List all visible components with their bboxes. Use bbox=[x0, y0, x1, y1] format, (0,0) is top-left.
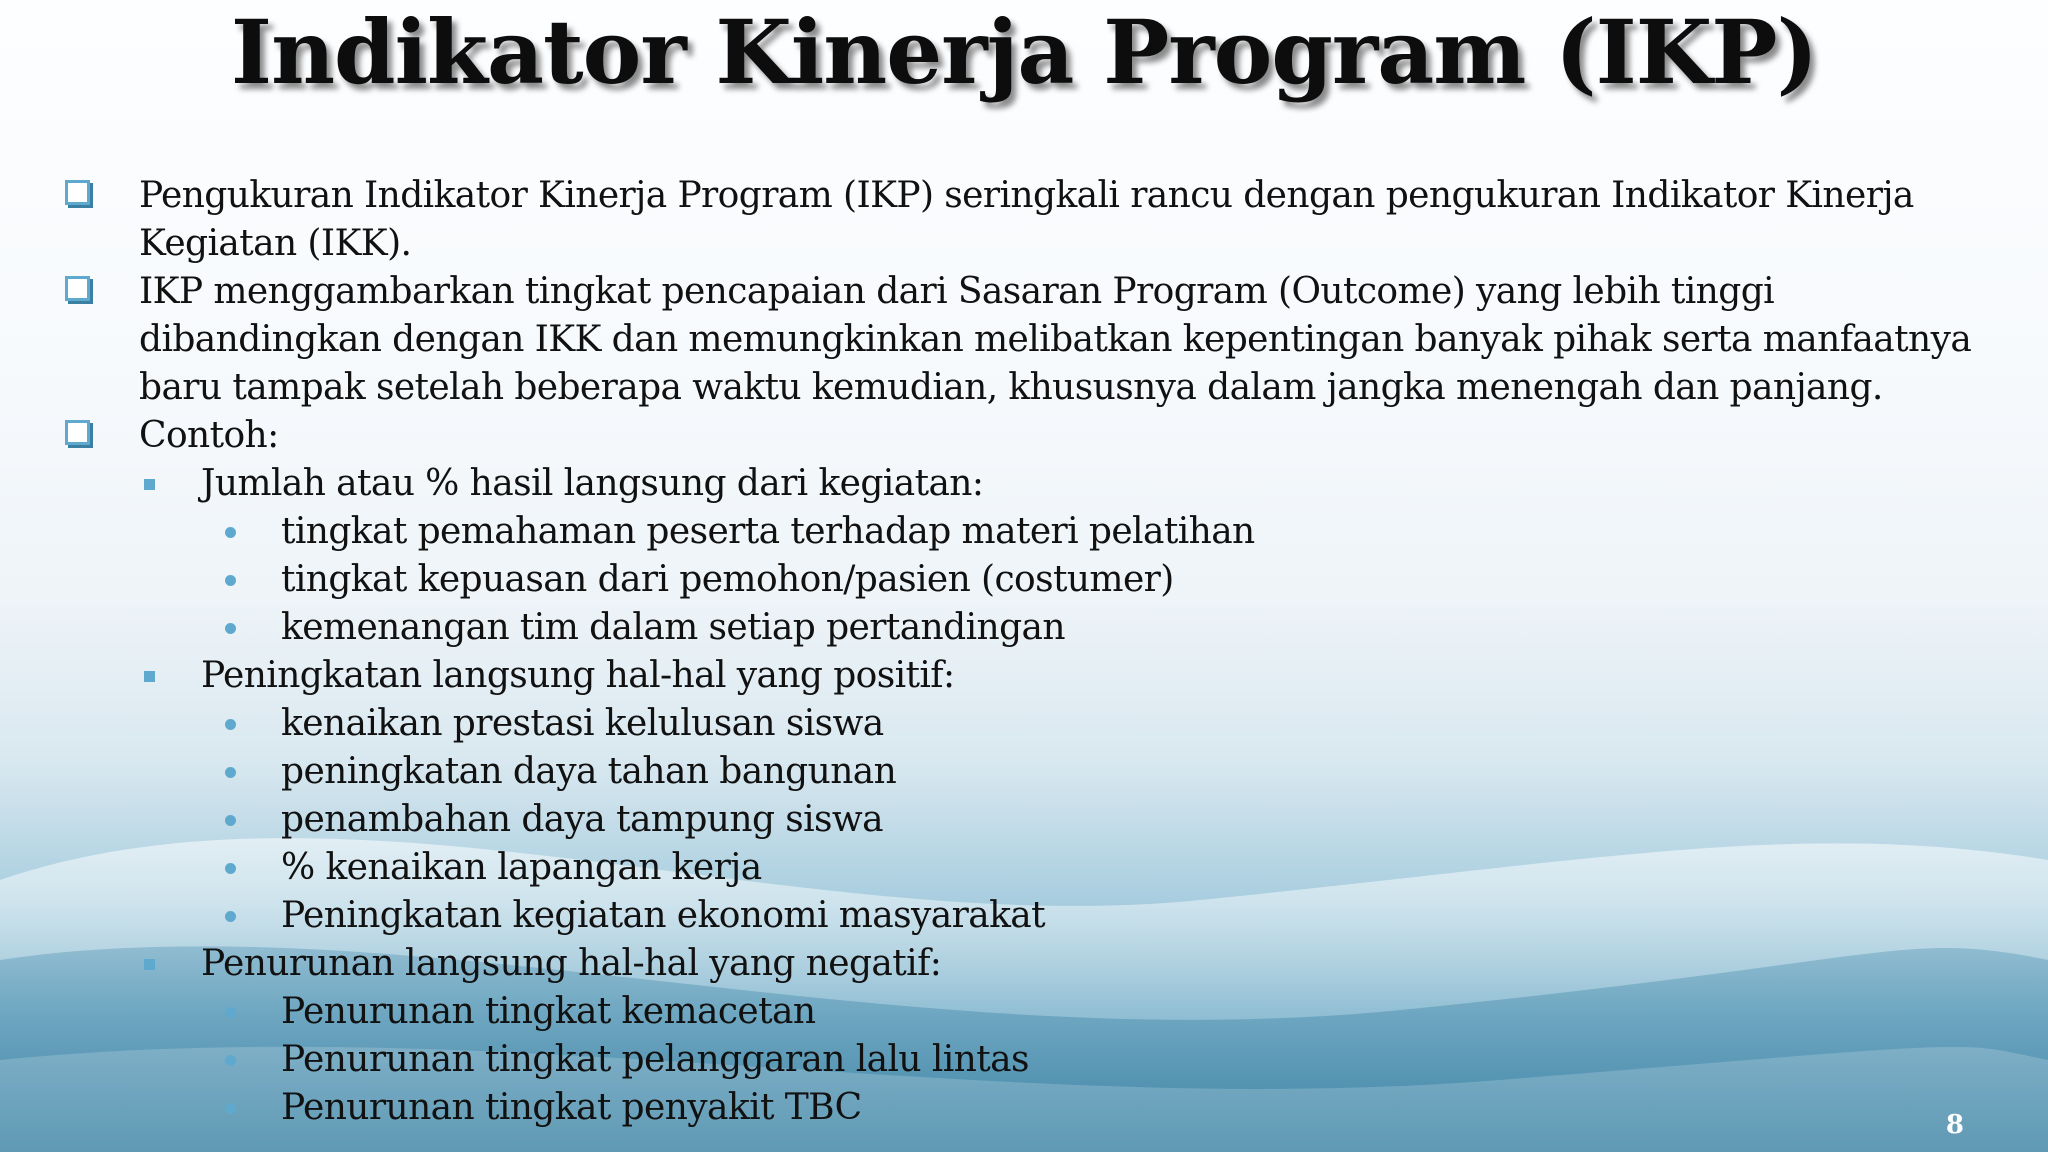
list-item-text: Penurunan tingkat kemacetan bbox=[281, 991, 816, 1032]
sub-bullet-text: Jumlah atau % hasil langsung dari kegiatan: bbox=[201, 463, 984, 504]
dot-bullet-icon bbox=[225, 575, 236, 586]
dot-bullet-icon bbox=[225, 863, 236, 874]
list-item bbox=[0, 844, 2048, 892]
sub-bullet-heading bbox=[0, 460, 2048, 508]
dot-bullet-icon bbox=[225, 527, 236, 538]
list-item-text: Peningkatan kegiatan ekonomi masyarakat bbox=[281, 895, 1046, 936]
list-item bbox=[0, 508, 2048, 556]
bullet-item bbox=[0, 412, 2048, 460]
slide-content bbox=[0, 172, 2048, 1132]
square-bullet-icon bbox=[144, 671, 155, 682]
list-item bbox=[0, 700, 2048, 748]
list-item bbox=[0, 1084, 2048, 1132]
list-item-text: % kenaikan lapangan kerja bbox=[281, 847, 762, 888]
dot-bullet-icon bbox=[225, 911, 236, 922]
list-item-text: kemenangan tim dalam setiap pertandingan bbox=[281, 607, 1065, 648]
dot-bullet-icon bbox=[225, 1103, 236, 1114]
list-item bbox=[0, 892, 2048, 940]
checkbox-bullet-icon bbox=[65, 180, 90, 205]
list-item-text: penambahan daya tampung siswa bbox=[281, 799, 883, 840]
square-bullet-icon bbox=[144, 479, 155, 490]
bullet-text: IKP menggambarkan tingkat pencapaian dari Sasaran Program (Outcome) yang lebih tinggi dibandingkan dengan IKK dan memungkinkan melibatkan kepentingan banyak pihak serta manfaatnya baru tampak setelah beberapa waktu kemudian, khususnya dalam jangka menengah dan panjang. bbox=[139, 271, 1972, 408]
list-item bbox=[0, 1036, 2048, 1084]
dot-bullet-icon bbox=[225, 1007, 236, 1018]
dot-bullet-icon bbox=[225, 623, 236, 634]
list-item-text: tingkat kepuasan dari pemohon/pasien (costumer) bbox=[281, 559, 1174, 600]
bullet-text: Pengukuran Indikator Kinerja Program (IKP) seringkali rancu dengan pengukuran Indikator Kinerja Kegiatan (IKK). bbox=[139, 175, 1914, 264]
dot-bullet-icon bbox=[225, 815, 236, 826]
list-item bbox=[0, 796, 2048, 844]
list-item-text: peningkatan daya tahan bangunan bbox=[281, 751, 897, 792]
bullet-item bbox=[0, 172, 2048, 268]
bullet-item bbox=[0, 268, 2048, 412]
checkbox-bullet-icon bbox=[65, 420, 90, 445]
list-item bbox=[0, 604, 2048, 652]
list-item bbox=[0, 748, 2048, 796]
list-item bbox=[0, 556, 2048, 604]
bullet-text: Contoh: bbox=[139, 415, 279, 456]
slide-title: Indikator Kinerja Program (IKP) bbox=[230, 0, 1818, 104]
sub-bullet-text: Penurunan langsung hal-hal yang negatif: bbox=[201, 943, 942, 984]
list-item-text: Penurunan tingkat penyakit TBC bbox=[281, 1087, 862, 1128]
dot-bullet-icon bbox=[225, 719, 236, 730]
sub-bullet-text: Peningkatan langsung hal-hal yang positif: bbox=[201, 655, 955, 696]
sub-bullet-heading bbox=[0, 652, 2048, 700]
list-item-text: tingkat pemahaman peserta terhadap materi pelatihan bbox=[281, 511, 1255, 552]
list-item-text: Penurunan tingkat pelanggaran lalu lintas bbox=[281, 1039, 1029, 1080]
list-item bbox=[0, 988, 2048, 1036]
dot-bullet-icon bbox=[225, 1055, 236, 1066]
sub-bullet-heading bbox=[0, 940, 2048, 988]
checkbox-bullet-icon bbox=[65, 276, 90, 301]
square-bullet-icon bbox=[144, 959, 155, 970]
page-number: 8 bbox=[1945, 1110, 1964, 1140]
list-item-text: kenaikan prestasi kelulusan siswa bbox=[281, 703, 884, 744]
dot-bullet-icon bbox=[225, 767, 236, 778]
